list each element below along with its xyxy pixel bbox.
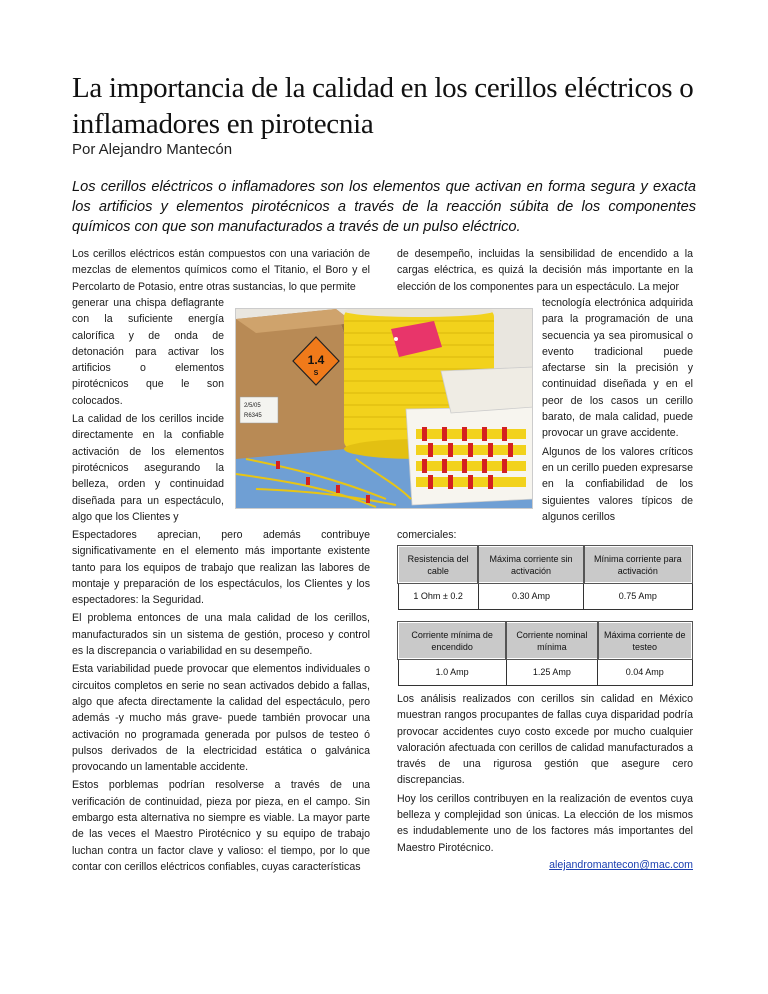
right-paragraph-1-wrap: tecnología electrónica adquirida para la programación de una secuencia ya sea piromusical o evento tradicional puede afectarse sin la precisión y continuidad diseñada y en el peor de los casos un cerillo barato, de mala calidad, puede provocar un grave accidente. [542, 297, 693, 440]
right-paragraph-4: Hoy los cerillos contribuyen en la realización de eventos cuya belleza y complejidad son únicas. La elección de los mismos es indudablemente uno de los factores más importantes del Maestro Pirotécnico. [397, 792, 693, 854]
hazard-label: 1.4 [307, 353, 325, 367]
spec-table-1-value-3: 0.75 Amp [584, 583, 692, 609]
product-photo [235, 308, 533, 509]
spec-table-2 [397, 621, 693, 686]
igniters-photo-illustration [236, 309, 533, 509]
hazard-sub: S [313, 370, 319, 377]
left-column-wrap [72, 295, 224, 527]
box-text-2: R6345 [244, 413, 262, 419]
spec-table-2-value-1: 1.0 Amp [398, 659, 506, 685]
spec-table-1 [397, 545, 693, 610]
right-column-top [397, 246, 693, 297]
spec-table-1-header-2: Máxima corriente sin activación [478, 546, 583, 583]
left-paragraph-2-wrap: La calidad de los cerillos incide directamente en la confiable activación de los elementos pirotécnicos asegurando la belleza, orden y continuidad diseñada para un espectáculo, algo que los Clientes y [72, 413, 224, 523]
article-lead: Los cerillos eléctricos o inflamadores son los elementos que activan en forma segura y exacta los artificios y elementos pirotécnicos a través de la reacción súbita de los componentes químicos con que son manufacturados a través de un pulso eléctrico. [72, 179, 696, 235]
right-paragraph-3: Los análisis realizados con cerillos sin calidad en México muestran rangos procupantes de fallas cuya disparidad podría provocar accidentes cuyo costo excede por mucho cualquier valoración afectuada con cerillos de calidad manufacturados a través de una rigurosa gestión que asegure cero discrepancias. [397, 693, 693, 787]
article-title: La importancia de la calidad en los cerillos eléctricos o inflamadores en pirotecnia [72, 72, 694, 140]
left-column-top [72, 246, 370, 297]
right-paragraph-2-tail: comerciales: [397, 529, 457, 541]
spec-table-2-header-3: Máxima corriente de testeo [598, 622, 692, 659]
spec-table-2-header-2: Corriente nominal mínima [506, 622, 597, 659]
spec-table-2-header-1: Corriente mínima de encendido [398, 622, 506, 659]
left-paragraph-3: El problema entonces de una mala calidad de los cerillos, manufacturados sin un sistema de gestión, proceso y control es la discrepancia o variabilidad en su desempeño. [72, 612, 370, 658]
right-column-tail [397, 527, 693, 545]
right-column-bottom [397, 691, 693, 858]
left-paragraph-4: Esta variabilidad puede provocar que elementos individuales o circuitos completos en serie no sean activados debido a fallas, algo que afecta directamente la calidad del espectáculo, pero además -y mucho más grave- puede también provocar una activación no programada generada por pulsos de testeo ó pulsos derivados de la electricidad estática o galvánica provocando un lamentable accidente. [72, 663, 370, 774]
left-paragraph-1-wrap: generar una chispa deflagrante con la suficiente energía calorífica y de onda de detonación para activar los artificios o elementos pirotécnicos que le son colocados. [72, 297, 224, 407]
right-paragraph-2-wrap: Algunos de los valores críticos en un cerillo pueden expresarse en la confiabilidad de los siguientes valores típicos de algunos cerillos [542, 445, 693, 523]
spec-table-2-value-2: 1.25 Amp [506, 659, 597, 685]
left-paragraph-2-bottom: Espectadores aprecian, pero además contribuye significativamente en el elemento más importante existente tanto para los equipos de trabajo que realizan las labores de montaje y preparación de los espectáculos, los Clientes y los espectadores: la Seguridad. [72, 529, 370, 607]
spec-table-1-header-1: Resistencia del cable [398, 546, 478, 583]
spec-table-2-value-3: 0.04 Amp [598, 659, 692, 685]
spec-table-1-header-3: Mínima corriente para activación [584, 546, 692, 583]
left-column-bottom [72, 527, 370, 877]
spec-table-1-value-1: 1 Ohm ± 0.2 [398, 583, 478, 609]
right-paragraph-1-top: de desempeño, incluidas la sensibilidad de encendido a la cargas eléctrica, es quizá la decisión más importante en la elección de los componentes para un espectáculo. La mejor [397, 248, 693, 293]
left-paragraph-1-top: Los cerillos eléctricos están compuestos con una variación de mezclas de elementos químicos como el Titanio, el Boro y el Percolarto de Potasio, entre otras sustancias, lo que permite [72, 248, 370, 293]
box-text-1: 2/5/05 [244, 403, 261, 409]
author-email-link[interactable]: alejandromantecon@mac.com [549, 859, 693, 871]
article-byline: Por Alejandro Mantecón [72, 141, 233, 158]
spec-table-1-value-2: 0.30 Amp [478, 583, 583, 609]
left-paragraph-5: Estos porblemas podrían resolverse a través de una verificación de continuidad, pieza por pieza, en el campo. Sin embargo esta alternativa no siempre es viable. La mayor parte de las veces el Maestro Pirotécnico y su equipo de trabajo luchan contra un factor clave y valioso: el tiempo, por lo que contar con cerillos eléctricos confiables, cuyas características [72, 779, 370, 873]
right-column-wrap [542, 295, 693, 527]
